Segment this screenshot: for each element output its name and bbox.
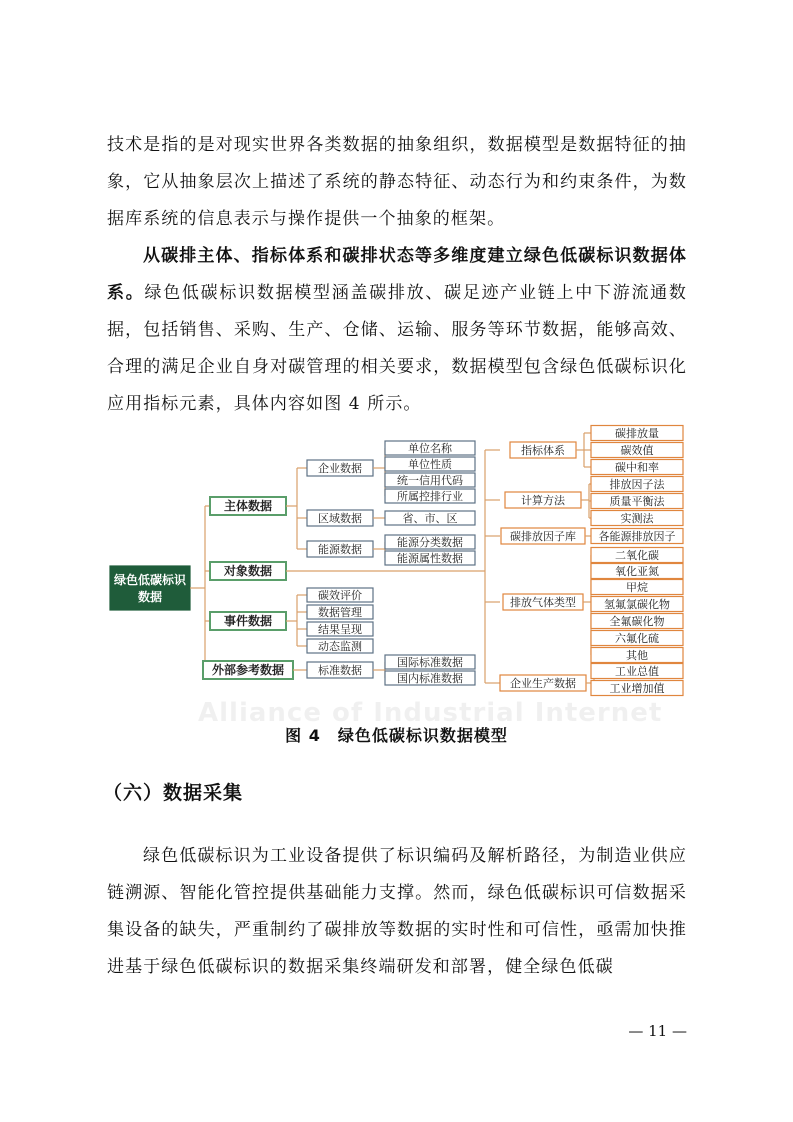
- data-model-diagram: [105, 420, 695, 705]
- energy-item-0-label: 能源分类数据: [397, 536, 463, 549]
- level1-1-label: 对象数据: [223, 564, 273, 578]
- method-item-0-label: 排放因子法: [609, 478, 665, 491]
- external-child-0-label: 标准数据: [318, 664, 362, 677]
- paragraph-2-body: 绿色低碳标识数据模型涵盖碳排放、碳足迹产业链上中下游流通数据，包括销售、采购、生产、仓储、运输、服务等环节数据，能够高效、合理的满足企业自身对碳管理的相关要求，数据模型包含绿色低碳标识化应用指标元素，具体内容如图 4 所示。: [107, 283, 687, 414]
- paragraph-1: 技术是指的是对现实世界各类数据的抽象组织，数据模型是数据特征的抽象，它从抽象层次上描述了系统的静态特征、动态行为和约束条件，为数据库系统的信息表示与操作提供一个抽象的框架。: [107, 135, 687, 229]
- figure-caption: 图 4 绿色低碳标识数据模型: [285, 726, 508, 745]
- enterprise-item-2-label: 统一信用代码: [397, 474, 463, 487]
- root-node-label-line1: 绿色低碳标识: [113, 573, 187, 587]
- level1-2-label: 事件数据: [223, 614, 273, 628]
- gas-item-5-label: 六氟化硫: [615, 632, 659, 645]
- standard-item-0-label: 国际标准数据: [397, 656, 463, 669]
- indicator-item-1-label: 碳效值: [620, 444, 654, 457]
- production-item-0-label: 工业总值: [615, 665, 659, 678]
- page-number: — 11 —: [628, 1022, 687, 1040]
- object-child-4-label: 企业生产数据: [510, 677, 576, 690]
- indicator-item-2-label: 碳中和率: [615, 461, 659, 474]
- gas-item-4-label: 全氟碳化物: [609, 615, 665, 628]
- object-child-0-label: 指标体系: [521, 444, 565, 457]
- indicator-item-0-label: 碳排放量: [615, 427, 659, 440]
- object-child-2-label: 碳排放因子库: [510, 530, 576, 543]
- subject-child-2-label: 能源数据: [318, 543, 362, 556]
- gas-item-2-label: 甲烷: [626, 581, 648, 594]
- energy-item-1-label: 能源属性数据: [397, 552, 463, 565]
- watermark-text: Alliance of Industrial Internet: [198, 698, 663, 728]
- event-item-0-label: 碳效评价: [318, 589, 362, 602]
- gas-item-6-label: 其他: [626, 649, 648, 662]
- level1-0-label: 主体数据: [223, 499, 273, 513]
- paragraph-2-lead: 从碳排主体、指标体系和碳排状态等多维度建立绿色低碳标识数据体系。: [107, 246, 687, 303]
- gas-item-1-label: 氧化亚氮: [615, 565, 659, 578]
- production-item-1-label: 工业增加值: [609, 682, 665, 695]
- object-child-3-label: 排放气体类型: [510, 596, 576, 609]
- gas-item-0-label: 二氧化碳: [615, 549, 659, 562]
- level1-3-label: 外部参考数据: [211, 663, 285, 677]
- region-item-0-label: 省、市、区: [402, 512, 458, 525]
- enterprise-item-3-label: 所属控排行业: [397, 490, 463, 503]
- paragraph-2: [107, 238, 687, 423]
- method-item-1-label: 质量平衡法: [609, 495, 665, 508]
- standard-item-1-label: 国内标准数据: [397, 672, 463, 685]
- paragraph-3: 绿色低碳标识为工业设备提供了标识编码及解析路径，为制造业供应链溯源、智能化管控提供基础能力支撑。然而，绿色低碳标识可信数据采集设备的缺失，严重制约了碳排放等数据的实时性和可信性，亟需加快推进基于绿色低碳标识的数据采集终端研发和部署，健全绿色低碳: [107, 846, 687, 977]
- event-item-3-label: 动态监测: [318, 640, 362, 653]
- method-item-2-label: 实测法: [620, 512, 654, 525]
- subject-child-1-label: 区域数据: [318, 512, 362, 525]
- event-item-1-label: 数据管理: [318, 606, 362, 619]
- factor-item-0-label: 各能源排放因子: [598, 530, 676, 543]
- root-node-label-line2: 数据: [137, 590, 163, 604]
- subject-child-0-label: 企业数据: [318, 462, 362, 475]
- section-heading: （六）数据采集: [103, 782, 244, 804]
- enterprise-item-0-label: 单位名称: [408, 442, 452, 455]
- enterprise-item-1-label: 单位性质: [408, 458, 452, 471]
- event-item-2-label: 结果呈现: [318, 623, 362, 636]
- gas-item-3-label: 氢氟氯碳化物: [604, 598, 670, 611]
- object-child-1-label: 计算方法: [521, 494, 565, 507]
